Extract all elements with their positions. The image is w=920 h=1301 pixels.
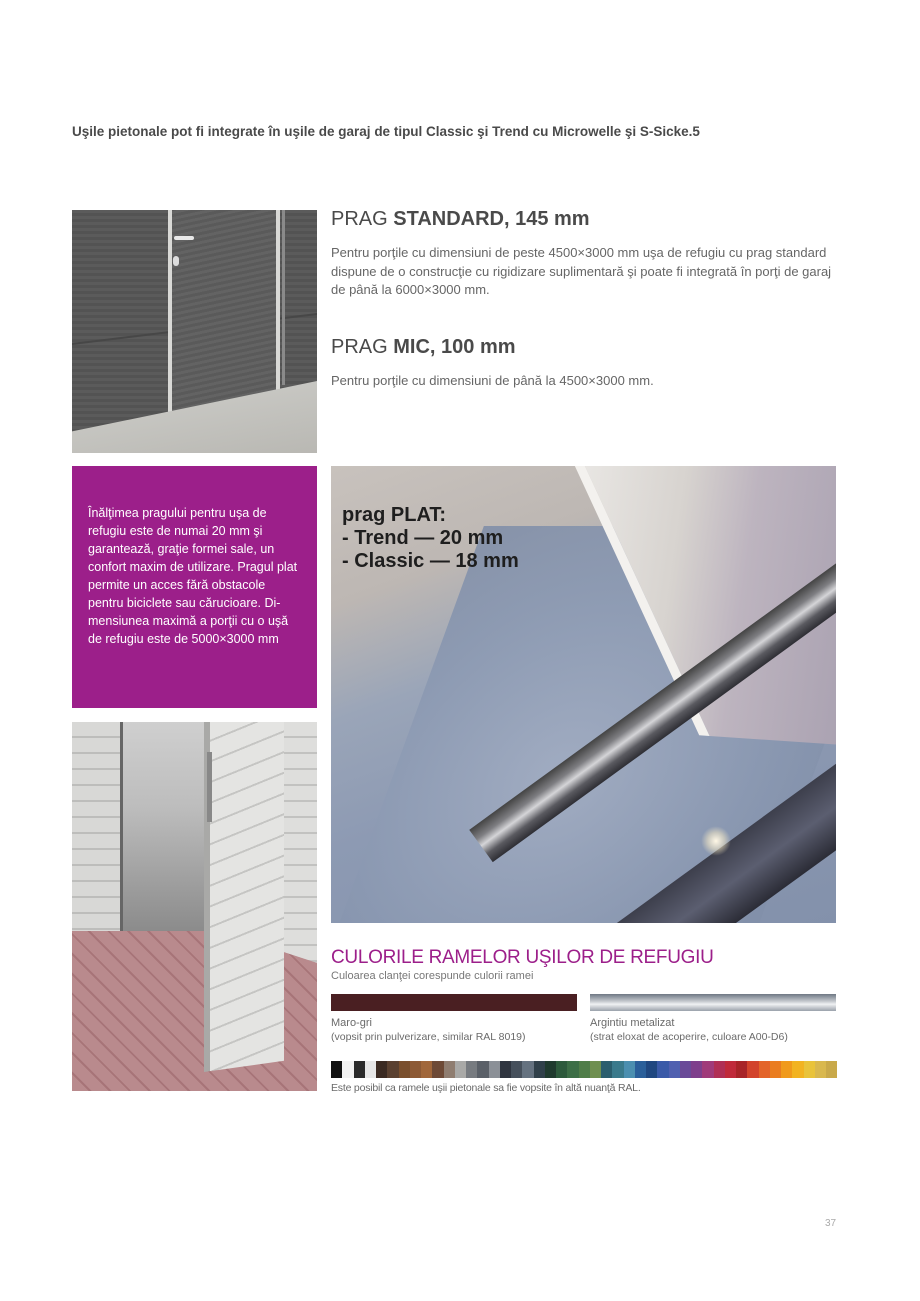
flat-threshold-info-box: [72, 466, 317, 708]
ral-color-chip: [342, 1061, 353, 1078]
ral-color-chip: [657, 1061, 668, 1078]
ral-note: Este posibil ca ramele uşii pietonale sa fie vopsite în altă nuanţă RAL.: [331, 1082, 641, 1094]
flat-threshold-label: [342, 504, 519, 573]
ral-color-chip: [545, 1061, 556, 1078]
ral-color-chip: [432, 1061, 443, 1078]
garage-interior: [120, 722, 212, 934]
flat-threshold-info-text: Înălţimea pragului pentru uşa de refugiu este de numai 20 mm şi garantează, graţie formei sale, un confort maxim de utilizare. Pragul plat permite un acces fără obstacole pentru biciclete sau cărucioare. Dimensiunea maximă a porţii cu o uşă de refugiu este de 5000×3000 mm: [88, 506, 298, 646]
ral-color-chip: [635, 1061, 646, 1078]
ral-color-chip: [376, 1061, 387, 1078]
swatch-silver-name: Argintiu metalizat: [590, 1017, 675, 1029]
standard-threshold-title: [331, 208, 590, 231]
ral-color-chip: [466, 1061, 477, 1078]
ral-color-chip: [567, 1061, 578, 1078]
photo-open-pedestrian-door: [72, 722, 317, 1091]
standard-title-bold: STANDARD: [393, 208, 504, 230]
ral-color-chip: [826, 1061, 837, 1078]
ral-color-chip: [702, 1061, 713, 1078]
intro-heading: Uşile pietonale pot fi integrate în uşile de garaj de tipul Classic şi Trend cu Microwelle şi S-Sicke.5: [72, 124, 700, 139]
swatch-silver-label: [590, 1016, 788, 1044]
ral-color-chip: [736, 1061, 747, 1078]
swatch-silver-metallic: [590, 994, 836, 1011]
ral-color-chip: [725, 1061, 736, 1078]
mic-title-suffix: , 100 mm: [429, 336, 516, 358]
standard-title-suffix: , 145 mm: [503, 208, 590, 230]
ral-color-chip: [455, 1061, 466, 1078]
ral-color-chip: [590, 1061, 601, 1078]
ral-color-chip: [399, 1061, 410, 1078]
ral-color-chip: [511, 1061, 522, 1078]
swatch-grey-brown-detail: (vopsit prin pulverizare, similar RAL 8019): [331, 1031, 526, 1043]
open-door-leaf: [204, 722, 284, 1072]
photo-flat-threshold: [331, 466, 836, 923]
swatch-silver-detail: (strat eloxat de acoperire, culoare A00-D6): [590, 1031, 788, 1043]
mic-title-bold: MIC: [393, 336, 430, 358]
gate-edge: [282, 210, 285, 385]
ral-color-chip: [331, 1061, 342, 1078]
ral-color-chip: [691, 1061, 702, 1078]
ral-color-chip: [669, 1061, 680, 1078]
door-lock-icon: [173, 256, 179, 266]
ral-color-chip: [747, 1061, 758, 1078]
mic-threshold-title: [331, 336, 516, 359]
ral-color-chip: [781, 1061, 792, 1078]
ral-color-chip: [714, 1061, 725, 1078]
standard-title-prefix: PRAG: [331, 208, 394, 230]
ral-color-chip: [612, 1061, 623, 1078]
flat-threshold-label-line2: - Trend — 20 mm: [342, 527, 504, 549]
ral-color-chip: [444, 1061, 455, 1078]
page-number: 37: [825, 1218, 837, 1229]
ral-color-chip: [804, 1061, 815, 1078]
gate-panel-right: [283, 722, 317, 962]
ral-color-chip: [354, 1061, 365, 1078]
mic-title-prefix: PRAG: [331, 336, 394, 358]
ral-color-chip: [489, 1061, 500, 1078]
flat-threshold-label-line1: prag PLAT:: [342, 504, 447, 526]
frame-colors-title: CULORILE RAMELOR UŞILOR DE REFUGIU: [331, 947, 714, 968]
door-handle-icon: [174, 236, 194, 240]
ral-color-chip: [365, 1061, 376, 1078]
ral-color-chip: [770, 1061, 781, 1078]
swatch-grey-brown-label: [331, 1016, 526, 1044]
ral-color-chip: [522, 1061, 533, 1078]
ral-color-chip: [556, 1061, 567, 1078]
ral-color-chip: [680, 1061, 691, 1078]
ral-color-chip: [624, 1061, 635, 1078]
ral-color-chip: [815, 1061, 826, 1078]
ral-color-chip: [410, 1061, 421, 1078]
door-latch-icon: [207, 752, 212, 822]
ral-color-chip: [477, 1061, 488, 1078]
light-reflection: [701, 826, 731, 856]
ral-color-chip: [579, 1061, 590, 1078]
ral-color-chip: [646, 1061, 657, 1078]
flat-threshold-label-line3: - Classic — 18 mm: [342, 550, 519, 572]
ral-color-chip: [601, 1061, 612, 1078]
ral-color-chip: [792, 1061, 803, 1078]
frame-colors-subtitle: Culoarea clanţei corespunde culorii ramei: [331, 970, 534, 982]
mic-threshold-text: Pentru porţile cu dimensiuni de până la 4500×3000 mm.: [331, 373, 654, 388]
ral-color-chip: [500, 1061, 511, 1078]
ral-color-chip: [759, 1061, 770, 1078]
ral-color-strip: [331, 1061, 837, 1078]
photo-door-standard-threshold: [72, 210, 317, 453]
gate-panel-left: [72, 722, 120, 932]
standard-threshold-text: Pentru porţile cu dimensiuni de peste 4500×3000 mm uşa de refugiu cu prag standard dispune de o construcţie cu rigidizare suplimentară şi poate fi integrată în porţi de garaj de până la 6000×3000 mm.: [331, 245, 832, 297]
swatch-grey-brown-name: Maro-gri: [331, 1017, 372, 1029]
ral-color-chip: [534, 1061, 545, 1078]
ral-color-chip: [387, 1061, 398, 1078]
ral-color-chip: [421, 1061, 432, 1078]
swatch-grey-brown: [331, 994, 577, 1011]
